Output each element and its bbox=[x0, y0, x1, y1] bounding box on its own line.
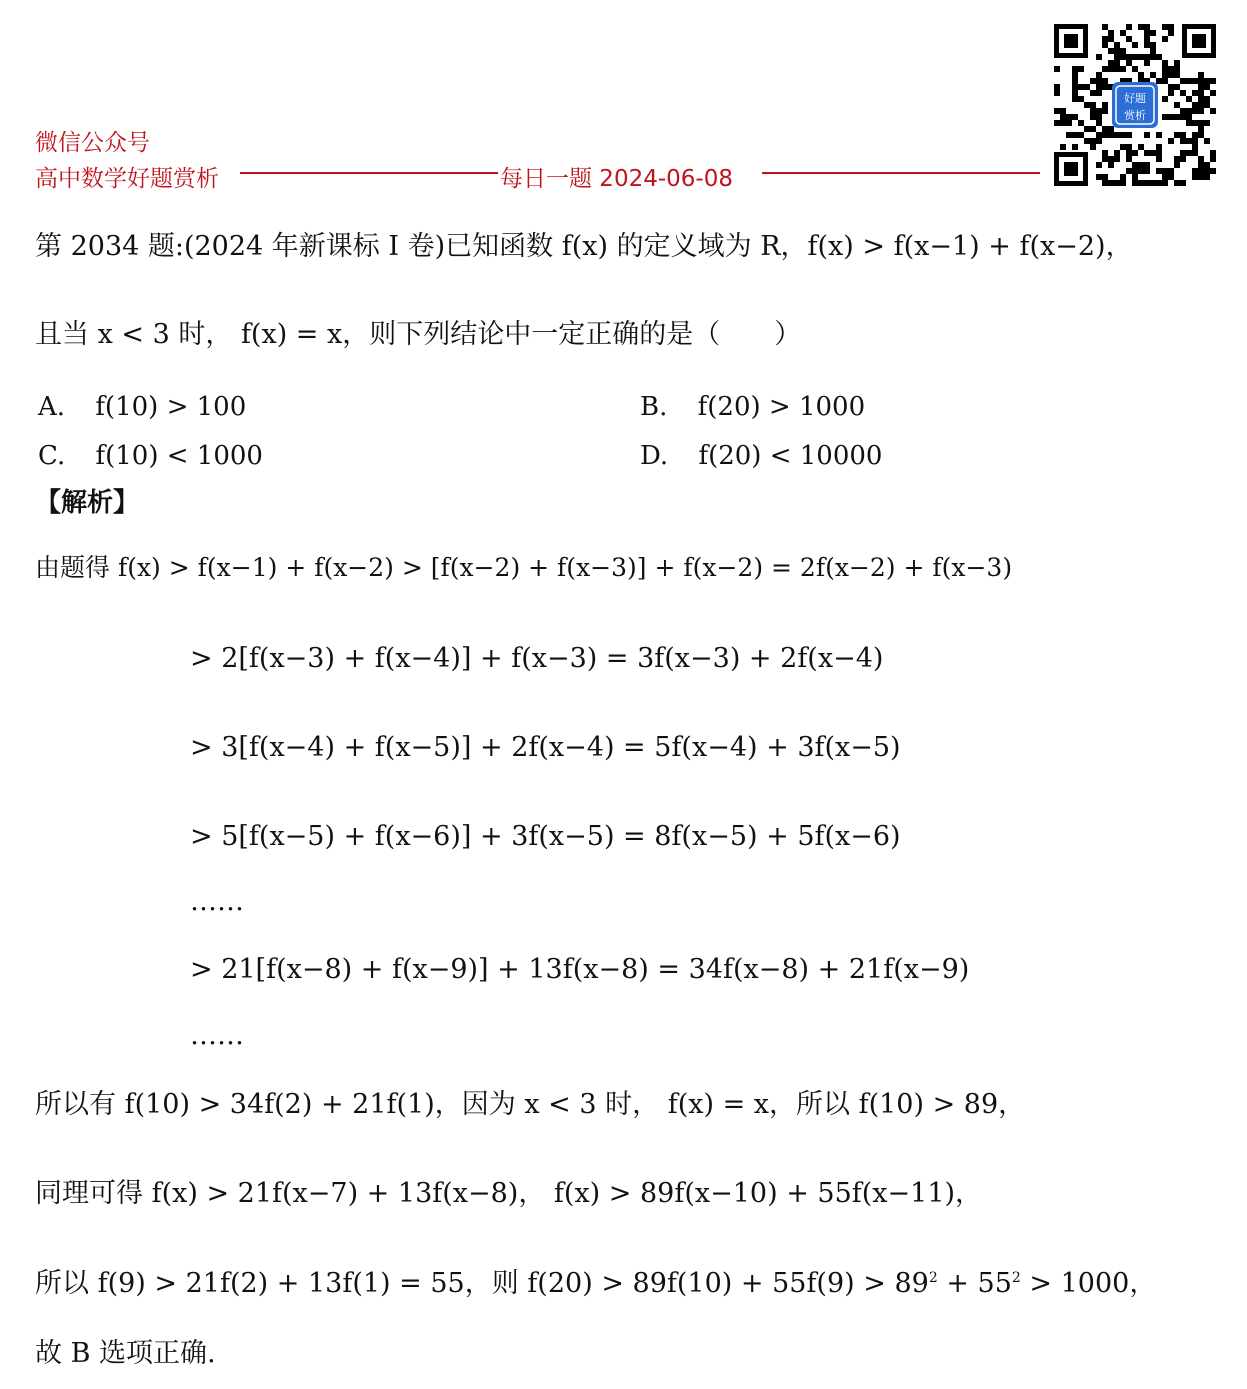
qr-module bbox=[1210, 156, 1216, 162]
qr-module bbox=[1174, 156, 1180, 162]
qr-module bbox=[1180, 150, 1186, 156]
question-stem-line1: 第 2034 题:(2024 年新课标 I 卷)已知函数 f(x) 的定义域为 R，f(x) > f(x−1) + f(x−2)， bbox=[35, 231, 1133, 262]
qr-module bbox=[1162, 24, 1168, 30]
qr-module bbox=[1102, 108, 1108, 114]
qr-module bbox=[1078, 66, 1084, 72]
qr-module bbox=[1108, 132, 1114, 138]
qr-module bbox=[1120, 54, 1126, 60]
qr-module bbox=[1144, 150, 1150, 156]
solution-step-5: > 21[f(x−8) + f(x−9)] + 13f(x−8) = 34f(x−8) + 21f(x−9) bbox=[190, 954, 970, 985]
qr-module bbox=[1102, 150, 1108, 156]
option-a-key: A. bbox=[38, 392, 66, 422]
qr-module bbox=[1084, 138, 1090, 144]
solution-heading: 【解析】 bbox=[35, 488, 140, 518]
qr-module bbox=[1186, 108, 1192, 114]
qr-module bbox=[1072, 78, 1078, 84]
qr-module bbox=[1186, 96, 1192, 102]
qr-module bbox=[1096, 162, 1102, 168]
qr-module bbox=[1072, 114, 1078, 120]
qr-module bbox=[1192, 90, 1198, 96]
qr-module bbox=[1174, 180, 1180, 186]
option-c-text: f(10) < 1000 bbox=[95, 441, 263, 471]
qr-module bbox=[1198, 96, 1204, 102]
qr-module bbox=[1120, 180, 1126, 186]
qr-module bbox=[1096, 120, 1102, 126]
qr-module bbox=[1174, 72, 1180, 78]
qr-module bbox=[1156, 150, 1162, 156]
qr-module bbox=[1204, 138, 1210, 144]
qr-module bbox=[1072, 144, 1078, 150]
qr-module bbox=[1078, 132, 1084, 138]
qr-module bbox=[1108, 66, 1114, 72]
qr-module bbox=[1096, 132, 1102, 138]
qr-module bbox=[1096, 114, 1102, 120]
qr-module bbox=[1144, 162, 1150, 168]
qr-module bbox=[1156, 78, 1162, 84]
qr-module bbox=[1180, 156, 1186, 162]
qr-module bbox=[1198, 72, 1204, 78]
qr-module bbox=[1120, 174, 1126, 180]
qr-module bbox=[1198, 174, 1204, 180]
qr-module bbox=[1150, 72, 1156, 78]
qr-badge-top-text: 好题 bbox=[1124, 92, 1146, 105]
qr-module bbox=[1198, 78, 1204, 84]
qr-module bbox=[1114, 66, 1120, 72]
qr-module bbox=[1198, 132, 1204, 138]
qr-module bbox=[1072, 90, 1078, 96]
qr-module bbox=[1102, 156, 1108, 162]
qr-module bbox=[1126, 156, 1132, 162]
qr-module bbox=[1126, 54, 1132, 60]
qr-module bbox=[1168, 174, 1174, 180]
qr-module bbox=[1210, 78, 1216, 84]
qr-module bbox=[1162, 60, 1168, 66]
qr-module bbox=[1114, 156, 1120, 162]
qr-module bbox=[1168, 114, 1174, 120]
qr-module bbox=[1198, 120, 1204, 126]
qr-module bbox=[1204, 84, 1210, 90]
qr-module bbox=[1156, 132, 1162, 138]
qr-module bbox=[1168, 66, 1174, 72]
conclusion-3-part-a: 所以 f(9) > 21f(2) + 13f(1) = 55，则 f(20) > 89f(10) + 55f(9) > 89 bbox=[35, 1268, 929, 1299]
option-b-key: B. bbox=[640, 392, 668, 422]
qr-module bbox=[1060, 120, 1066, 126]
qr-module bbox=[1204, 168, 1210, 174]
qr-module bbox=[1174, 60, 1180, 66]
qr-module bbox=[1180, 132, 1186, 138]
solution-conclusion-3 bbox=[35, 1270, 1156, 1297]
conclusion-3-part-b: + 55 bbox=[937, 1268, 1012, 1299]
qr-code bbox=[1052, 22, 1218, 188]
qr-module bbox=[1204, 120, 1210, 126]
qr-module bbox=[1120, 144, 1126, 150]
qr-module bbox=[1162, 96, 1168, 102]
question-stem-line2: 且当 x < 3 时， f(x) = x，则下列结论中一定正确的是（ ） bbox=[35, 319, 802, 350]
qr-module bbox=[1138, 54, 1144, 60]
qr-module bbox=[1156, 156, 1162, 162]
qr-module bbox=[1090, 144, 1096, 150]
qr-module bbox=[1132, 54, 1138, 60]
qr-module bbox=[1168, 168, 1174, 174]
qr-module bbox=[1126, 150, 1132, 156]
qr-module bbox=[1144, 54, 1150, 60]
qr-module bbox=[1204, 102, 1210, 108]
qr-module bbox=[1162, 180, 1168, 186]
exponent-2: 2 bbox=[1011, 1270, 1021, 1286]
qr-module bbox=[1108, 36, 1114, 42]
qr-module bbox=[1102, 180, 1108, 186]
qr-module bbox=[1078, 120, 1084, 126]
qr-module bbox=[1138, 162, 1144, 168]
qr-module bbox=[1198, 162, 1204, 168]
solution-step-3: > 3[f(x−4) + f(x−5)] + 2f(x−4) = 5f(x−4) + 3f(x−5) bbox=[190, 732, 901, 763]
qr-module bbox=[1138, 144, 1144, 150]
qr-module bbox=[1060, 144, 1066, 150]
qr-module bbox=[1150, 42, 1156, 48]
qr-module bbox=[1198, 156, 1204, 162]
qr-module bbox=[1102, 174, 1108, 180]
qr-module bbox=[1072, 72, 1078, 78]
qr-module bbox=[1150, 180, 1156, 186]
solution-conclusion-2: 同理可得 f(x) > 21f(x−7) + 13f(x−8)， f(x) > 89f(x−10) + 55f(x−11)， bbox=[35, 1178, 983, 1209]
qr-module bbox=[1132, 162, 1138, 168]
conclusion-3-part-c: > 1000， bbox=[1020, 1268, 1157, 1299]
qr-module bbox=[1114, 180, 1120, 186]
qr-module bbox=[1102, 42, 1108, 48]
qr-module bbox=[1090, 108, 1096, 114]
qr-module bbox=[1144, 60, 1150, 66]
qr-module bbox=[1066, 120, 1072, 126]
qr-module bbox=[1102, 36, 1108, 42]
qr-module bbox=[1192, 132, 1198, 138]
qr-module bbox=[1096, 138, 1102, 144]
qr-module bbox=[1096, 84, 1102, 90]
qr-badge-bottom-text: 赏析 bbox=[1124, 109, 1146, 122]
qr-module bbox=[1108, 48, 1114, 54]
qr-module bbox=[1192, 138, 1198, 144]
qr-module bbox=[1138, 180, 1144, 186]
qr-module bbox=[1102, 24, 1108, 30]
qr-module bbox=[1102, 132, 1108, 138]
qr-module bbox=[1144, 180, 1150, 186]
qr-module bbox=[1186, 114, 1192, 120]
qr-module bbox=[1168, 90, 1174, 96]
qr-module bbox=[1096, 78, 1102, 84]
qr-module bbox=[1126, 144, 1132, 150]
qr-module bbox=[1156, 54, 1162, 60]
qr-module bbox=[1090, 102, 1096, 108]
option-a bbox=[38, 392, 246, 422]
qr-module bbox=[1192, 174, 1198, 180]
qr-module bbox=[1204, 96, 1210, 102]
qr-module bbox=[1180, 180, 1186, 186]
qr-module bbox=[1186, 78, 1192, 84]
qr-module bbox=[1090, 78, 1096, 84]
header-divider-left bbox=[240, 172, 498, 174]
qr-module bbox=[1150, 30, 1156, 36]
qr-module bbox=[1114, 54, 1120, 60]
qr-module bbox=[1120, 30, 1126, 36]
qr-module bbox=[1054, 108, 1060, 114]
qr-module bbox=[1162, 72, 1168, 78]
option-c bbox=[38, 441, 263, 471]
qr-module bbox=[1198, 102, 1204, 108]
qr-module bbox=[1204, 174, 1210, 180]
qr-module bbox=[1132, 66, 1138, 72]
header-divider-right bbox=[762, 172, 1040, 174]
qr-module bbox=[1132, 174, 1138, 180]
qr-module bbox=[1168, 24, 1174, 30]
qr-module bbox=[1108, 126, 1114, 132]
qr-module bbox=[1204, 162, 1210, 168]
qr-module bbox=[1054, 120, 1060, 126]
qr-module bbox=[1126, 60, 1132, 66]
qr-module bbox=[1054, 66, 1060, 72]
solution-ellipsis-2: …… bbox=[190, 1020, 244, 1051]
qr-module bbox=[1174, 162, 1180, 168]
qr-module bbox=[1084, 84, 1090, 90]
qr-module bbox=[1144, 30, 1150, 36]
qr-module bbox=[1138, 24, 1144, 30]
qr-module bbox=[1060, 114, 1066, 120]
qr-module bbox=[1120, 48, 1126, 54]
option-b-text: f(20) > 1000 bbox=[697, 392, 866, 422]
solution-final-answer: 故 B 选项正确. bbox=[35, 1338, 216, 1369]
qr-module bbox=[1162, 66, 1168, 72]
qr-module bbox=[1192, 108, 1198, 114]
qr-module bbox=[1162, 174, 1168, 180]
qr-module bbox=[1078, 84, 1084, 90]
qr-module bbox=[1192, 120, 1198, 126]
daily-question-date: 每日一题 2024-06-08 bbox=[500, 166, 733, 192]
qr-module bbox=[1114, 48, 1120, 54]
qr-module bbox=[1192, 78, 1198, 84]
qr-module bbox=[1126, 36, 1132, 42]
qr-module bbox=[1180, 138, 1186, 144]
qr-module bbox=[1198, 168, 1204, 174]
solution-conclusion-1: 所以有 f(10) > 34f(2) + 21f(1)，因为 x < 3 时， f(x) = x，所以 f(10) > 89， bbox=[35, 1089, 1026, 1120]
qr-module bbox=[1144, 42, 1150, 48]
qr-module bbox=[1162, 114, 1168, 120]
qr-module bbox=[1126, 168, 1132, 174]
qr-module bbox=[1198, 126, 1204, 132]
qr-module bbox=[1186, 120, 1192, 126]
option-d-text: f(20) < 10000 bbox=[698, 441, 883, 471]
qr-module bbox=[1060, 108, 1066, 114]
qr-module bbox=[1156, 180, 1162, 186]
option-d bbox=[640, 441, 882, 471]
qr-module bbox=[1096, 174, 1102, 180]
qr-module bbox=[1078, 96, 1084, 102]
exponent-1: 2 bbox=[928, 1270, 938, 1286]
qr-module bbox=[1144, 168, 1150, 174]
qr-module bbox=[1192, 168, 1198, 174]
account-name: 高中数学好题赏析 bbox=[35, 166, 219, 192]
qr-module bbox=[1144, 24, 1150, 30]
qr-module bbox=[1072, 84, 1078, 90]
qr-module bbox=[1102, 66, 1108, 72]
qr-module bbox=[1090, 90, 1096, 96]
qr-module bbox=[1090, 138, 1096, 144]
wechat-label: 微信公众号 bbox=[35, 130, 150, 156]
qr-module bbox=[1084, 102, 1090, 108]
qr-module bbox=[1168, 84, 1174, 90]
qr-module bbox=[1102, 102, 1108, 108]
qr-module bbox=[1150, 54, 1156, 60]
qr-module bbox=[1096, 54, 1102, 60]
qr-module bbox=[1132, 150, 1138, 156]
qr-module bbox=[1138, 168, 1144, 174]
qr-module bbox=[1102, 84, 1108, 90]
qr-module bbox=[1168, 138, 1174, 144]
qr-module bbox=[1180, 108, 1186, 114]
qr-module bbox=[1138, 72, 1144, 78]
solution-step-2: > 2[f(x−3) + f(x−4)] + f(x−3) = 3f(x−3) + 2f(x−4) bbox=[190, 643, 884, 674]
qr-module bbox=[1168, 30, 1174, 36]
solution-step-1: 由题得 f(x) > f(x−1) + f(x−2) > [f(x−2) + f(x−3)] + f(x−2) = 2f(x−2) + f(x−3) bbox=[35, 553, 1013, 582]
qr-module bbox=[1072, 96, 1078, 102]
solution-step-4: > 5[f(x−5) + f(x−6)] + 3f(x−5) = 8f(x−5) + 5f(x−6) bbox=[190, 821, 901, 852]
option-b bbox=[640, 392, 865, 422]
qr-module bbox=[1180, 78, 1186, 84]
qr-module bbox=[1126, 132, 1132, 138]
qr-module bbox=[1210, 150, 1216, 156]
qr-module bbox=[1174, 84, 1180, 90]
qr-module bbox=[1186, 138, 1192, 144]
qr-module bbox=[1192, 144, 1198, 150]
qr-module bbox=[1180, 90, 1186, 96]
qr-module bbox=[1090, 114, 1096, 120]
qr-module bbox=[1108, 180, 1114, 186]
qr-module bbox=[1162, 78, 1168, 84]
qr-module bbox=[1114, 150, 1120, 156]
qr-module bbox=[1120, 66, 1126, 72]
qr-module bbox=[1054, 90, 1060, 96]
qr-module bbox=[1084, 126, 1090, 132]
qr-module bbox=[1054, 84, 1060, 90]
option-c-key: C. bbox=[38, 441, 66, 471]
qr-module bbox=[1144, 36, 1150, 42]
qr-module bbox=[1198, 90, 1204, 96]
qr-module bbox=[1096, 108, 1102, 114]
qr-module bbox=[1144, 132, 1150, 138]
solution-ellipsis-1: …… bbox=[190, 886, 244, 917]
qr-module bbox=[1168, 72, 1174, 78]
qr-module bbox=[1162, 36, 1168, 42]
option-a-text: f(10) > 100 bbox=[95, 392, 247, 422]
qr-module bbox=[1114, 132, 1120, 138]
qr-module bbox=[1108, 162, 1114, 168]
qr-module bbox=[1102, 78, 1108, 84]
qr-module bbox=[1210, 90, 1216, 96]
qr-module bbox=[1108, 156, 1114, 162]
qr-module bbox=[1156, 144, 1162, 150]
qr-module bbox=[1132, 180, 1138, 186]
qr-module bbox=[1156, 168, 1162, 174]
qr-module bbox=[1174, 132, 1180, 138]
qr-module bbox=[1108, 60, 1114, 66]
qr-module bbox=[1132, 42, 1138, 48]
qr-module bbox=[1102, 126, 1108, 132]
qr-module bbox=[1114, 60, 1120, 66]
qr-module bbox=[1108, 30, 1114, 36]
option-d-key: D. bbox=[640, 441, 669, 471]
qr-module bbox=[1114, 42, 1120, 48]
qr-module bbox=[1066, 114, 1072, 120]
qr-module bbox=[1192, 150, 1198, 156]
qr-module bbox=[1210, 168, 1216, 174]
qr-module bbox=[1096, 90, 1102, 96]
qr-module bbox=[1072, 132, 1078, 138]
qr-module bbox=[1132, 168, 1138, 174]
qr-module bbox=[1174, 114, 1180, 120]
qr-module bbox=[1150, 150, 1156, 156]
qr-module bbox=[1192, 102, 1198, 108]
qr-module bbox=[1186, 150, 1192, 156]
qr-module bbox=[1126, 24, 1132, 30]
qr-module bbox=[1150, 48, 1156, 54]
qr-module bbox=[1162, 168, 1168, 174]
qr-module bbox=[1204, 78, 1210, 84]
qr-module bbox=[1174, 102, 1180, 108]
qr-module bbox=[1090, 126, 1096, 132]
qr-module bbox=[1198, 108, 1204, 114]
qr-module bbox=[1198, 84, 1204, 90]
qr-module bbox=[1174, 66, 1180, 72]
qr-module bbox=[1210, 108, 1216, 114]
qr-module bbox=[1066, 132, 1072, 138]
qr-module bbox=[1180, 114, 1186, 120]
qr-module bbox=[1120, 132, 1126, 138]
qr-module bbox=[1072, 66, 1078, 72]
qr-module bbox=[1096, 72, 1102, 78]
